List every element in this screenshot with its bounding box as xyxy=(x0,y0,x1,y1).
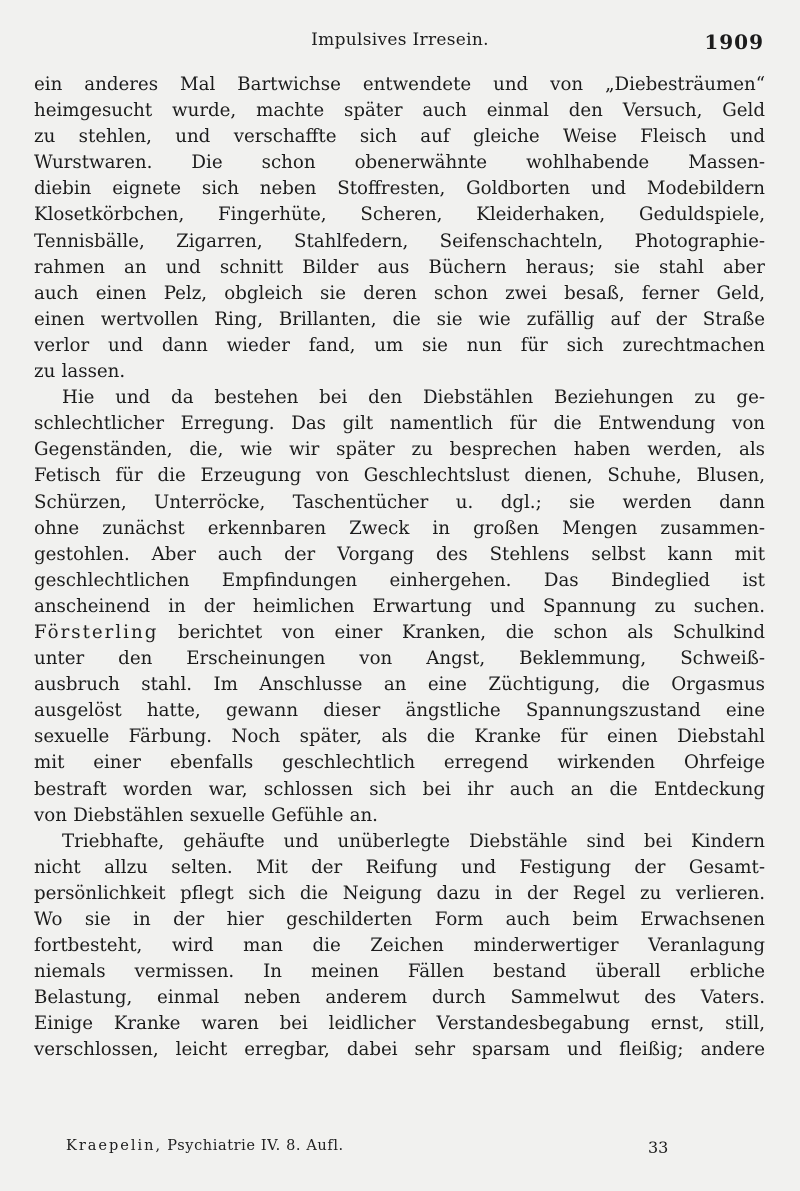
text-line: geschlechtlichen Empfindungen einhergehen. Das Bindeglied ist xyxy=(34,569,765,591)
text-line: heimgesucht wurde, machte später auch einmal den Versuch, Geld xyxy=(34,100,765,122)
text-line: Försterling berichtet von einer Kranken, die schon als Schulkind xyxy=(34,621,765,643)
text-line: Belastung, einmal neben anderem durch Sammelwut des Vaters. xyxy=(34,987,765,1009)
text-line: Fetisch für die Erzeugung von Geschlechtslust dienen, Schuhe, Blusen, xyxy=(34,465,765,487)
text-line: ausbruch stahl. Im Anschlusse an eine Züchtigung, die Orgasmus xyxy=(34,674,765,696)
text-line: Schürzen, Unterröcke, Taschentücher u. dgl.; sie werden dann xyxy=(34,491,765,513)
text-line: verschlossen, leicht erregbar, dabei sehr sparsam und fleißig; andere xyxy=(34,1039,765,1061)
text-line: rahmen an und schnitt Bilder aus Büchern heraus; sie stahl aber xyxy=(34,256,765,278)
footer-book-signature xyxy=(66,1138,344,1154)
text-line: ohne zunächst erkennbaren Zweck in großen Mengen zusammen- xyxy=(34,517,765,539)
text-line: Tennisbälle, Zigarren, Stahlfedern, Seifenschachteln, Photographie- xyxy=(34,230,765,252)
text-line: nicht allzu selten. Mit der Reifung und Festigung der Gesamt- xyxy=(34,856,765,878)
text-line: bestraft worden war, schlossen sich bei ihr auch an die Entdeckung xyxy=(34,778,765,800)
text-line: niemals vermissen. In meinen Fällen bestand überall erbliche xyxy=(34,961,765,983)
text-line: unter den Erscheinungen von Angst, Beklemmung, Schweiß- xyxy=(34,648,765,670)
text-line: gestohlen. Aber auch der Vorgang des Stehlens selbst kann mit xyxy=(34,543,765,565)
body-text xyxy=(34,72,765,1064)
text-line: Triebhafte, gehäufte und unüberlegte Diebstähle sind bei Kindern xyxy=(62,830,765,852)
footer-title: Psychiatrie IV. 8. Aufl. xyxy=(162,1138,344,1154)
emphasized-name: Försterling xyxy=(34,621,159,643)
text-line: diebin eignete sich neben Stoffresten, Goldborten und Modebildern xyxy=(34,178,765,200)
text-line: zu stehlen, und verschaffte sich auf gleiche Weise Fleisch und xyxy=(34,126,765,148)
text-line: Einige Kranke waren bei leidlicher Verstandesbegabung ernst, still, xyxy=(34,1013,765,1035)
footer-author: Kraepelin, xyxy=(66,1138,163,1154)
footer-sheet-number: 33 xyxy=(648,1138,669,1157)
text-line: schlechtlicher Erregung. Das gilt namentlich für die Entwendung von xyxy=(34,413,765,435)
page-number: 1909 xyxy=(704,30,764,54)
text-line: Hie und da bestehen bei den Diebstählen Beziehungen zu ge- xyxy=(62,387,765,409)
text-line: persönlichkeit pflegt sich die Neigung dazu in der Regel zu verlieren. xyxy=(34,882,765,904)
text-line: anscheinend in der heimlichen Erwartung und Spannung zu suchen. xyxy=(34,595,765,617)
text-line: Wo sie in der hier geschilderten Form auch beim Erwachsenen xyxy=(34,909,765,930)
text-line: Klosetkörbchen, Fingerhüte, Scheren, Kleiderhaken, Geduldspiele, xyxy=(34,204,765,226)
text-line: einen wertvollen Ring, Brillanten, die sie wie zufällig auf der Straße xyxy=(34,308,765,330)
text-line: ein anderes Mal Bartwichse entwendete und von „Diebesträumen“ xyxy=(34,74,765,95)
text-line: ausgelöst hatte, gewann dieser ängstliche Spannungszustand eine xyxy=(34,700,765,722)
text-line: auch einen Pelz, obgleich sie deren schon zwei besaß, ferner Geld, xyxy=(34,282,765,304)
text-line: verlor und dann wieder fand, um sie nun für sich zurechtmachen xyxy=(34,334,765,356)
text-line: sexuelle Färbung. Noch später, als die Kranke für einen Diebstahl xyxy=(34,726,765,748)
text-line: Gegenständen, die, wie wir später zu besprechen haben werden, als xyxy=(34,439,765,461)
text-line: Wurstwaren. Die schon obenerwähnte wohlhabende Massen- xyxy=(34,152,765,174)
text-line: mit einer ebenfalls geschlechtlich erregend wirkenden Ohrfeige xyxy=(34,752,765,774)
text-line: von Diebstählen sexuelle Gefühle an. xyxy=(34,804,378,826)
text-line: zu lassen. xyxy=(34,361,126,383)
running-title: Impulsives Irresein. xyxy=(311,30,489,50)
text-line: fortbesteht, wird man die Zeichen minderwertiger Veranlagung xyxy=(34,935,765,957)
